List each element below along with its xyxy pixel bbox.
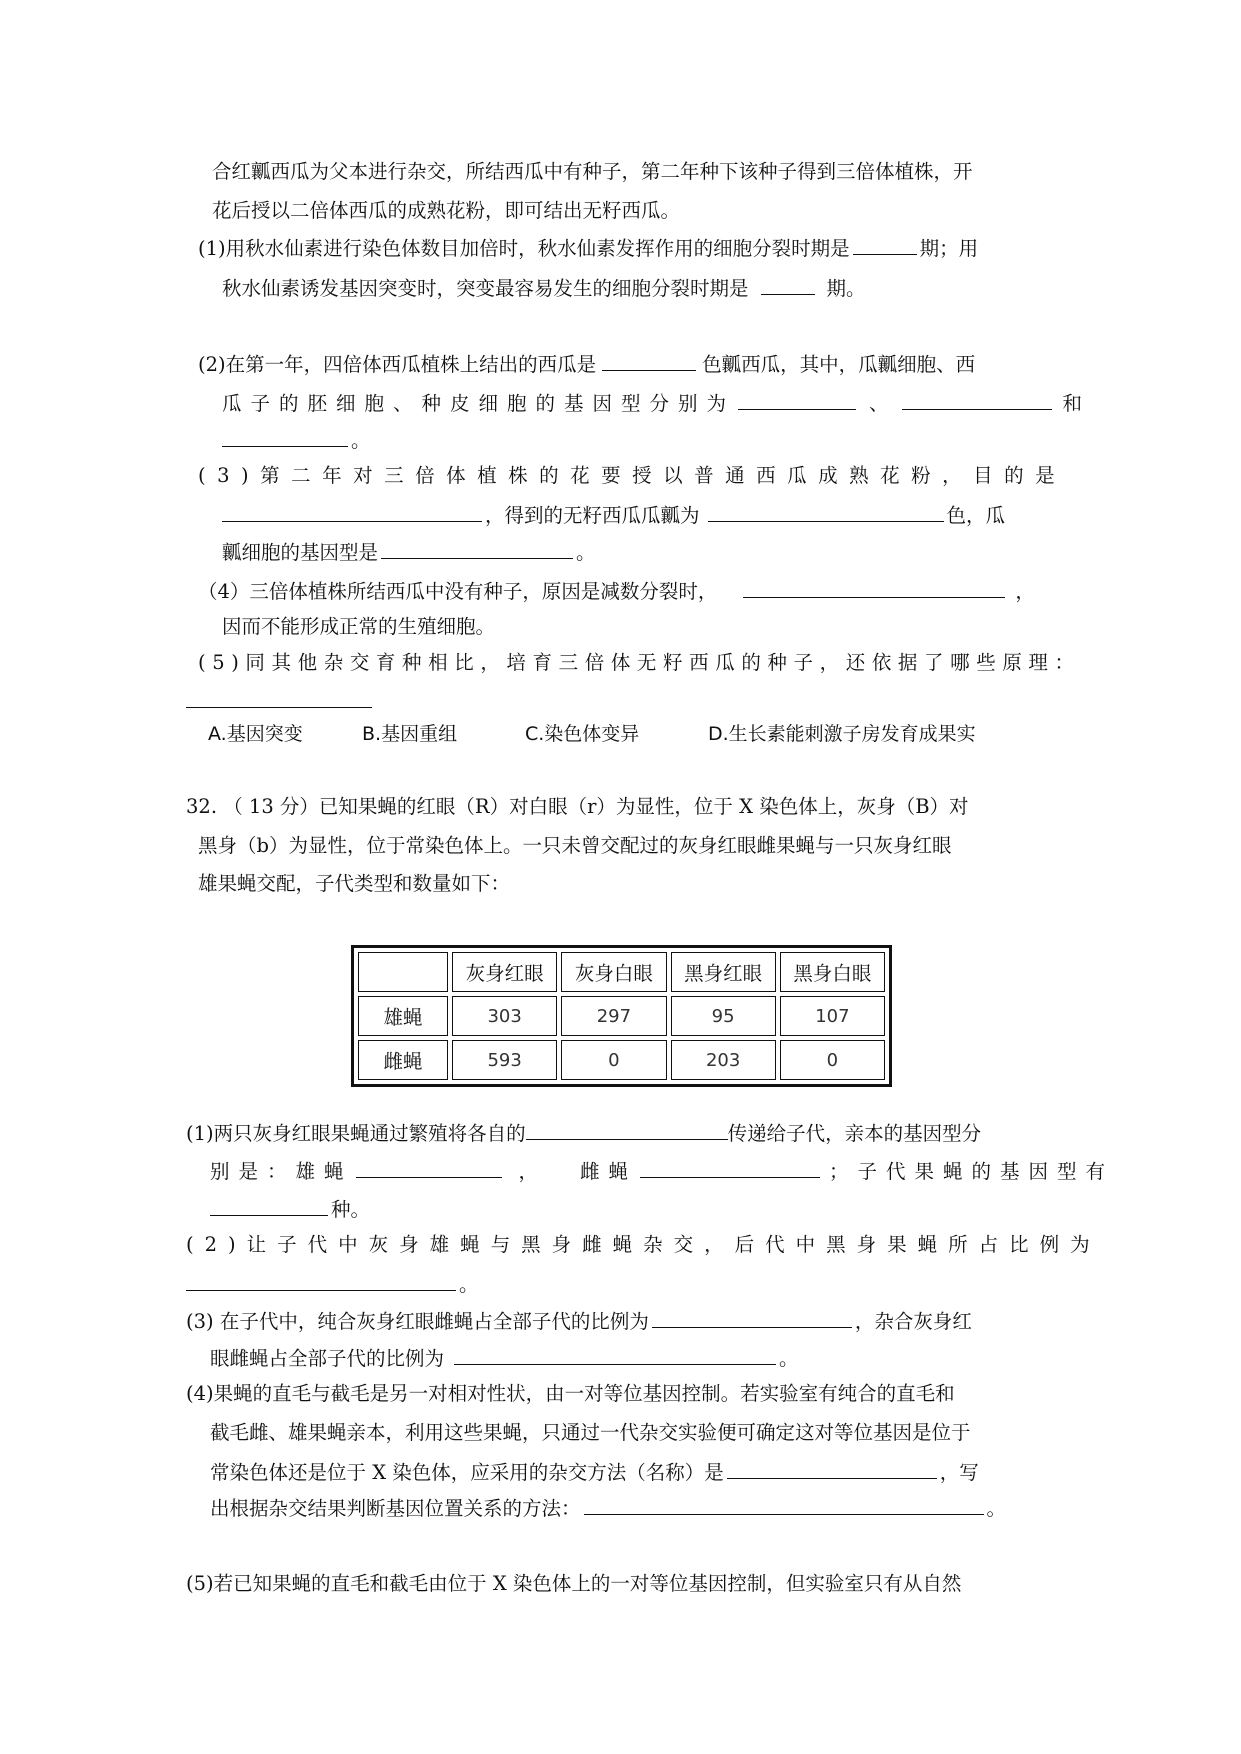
q32-p2-line1: (2)让子代中灰身雄蝇与黑身雌蝇杂交，后代中黑身果蝇所占比例为 [186, 1233, 1101, 1256]
q31-p3-text-d: 瓤细胞的基因型是 [222, 541, 379, 564]
q32-p4-text-e: 出根据杂交结果判断基因位置关系的方法： [210, 1497, 581, 1520]
q31-p2-text-c: 瓜子的胚细胞、种皮细胞的基因型分别为 [222, 392, 736, 415]
q32-p1-text-c: 别是：雄蝇 [210, 1160, 353, 1183]
q31-p3-line1: (3)第二年对三倍体植株的花要授以普通西瓜成熟花粉，目的是 [198, 464, 1067, 487]
table-header-row [358, 952, 885, 992]
option-a[interactable]: A.基因突变 [208, 723, 303, 745]
table-header-cell: 黑身白眼 [780, 952, 885, 992]
q32-stem-line2: 黑身（b）为显性，位于常染色体上。一只未曾交配过的灰身红眼雌果蝇与一只灰身红眼 [198, 834, 952, 857]
answer-blank[interactable] [602, 348, 696, 371]
table-header-cell [358, 952, 448, 992]
q31-p2-text-f: 。 [351, 429, 371, 452]
q32-p1-line3 [210, 1193, 370, 1225]
q32-p3-text-b: ，杂合灰身红 [854, 1310, 972, 1333]
q31-p2-line2 [222, 387, 1082, 419]
answer-blank[interactable] [454, 1342, 776, 1365]
q32-p5-line1: (5)若已知果蝇的直毛和截毛由位于 X 染色体上的一对等位基因控制，但实验室只有从自然 [186, 1572, 962, 1595]
answer-blank[interactable] [381, 536, 573, 559]
table-row [358, 1040, 885, 1080]
q32-p3-text-d: 。 [779, 1347, 799, 1370]
table-header-cell: 灰身红眼 [452, 952, 557, 992]
intro-line-1: 合红瓤西瓜为父本进行杂交，所结西瓜中有种子，第二年种下该种子得到三倍体植株，开 [212, 160, 973, 183]
table-cell: 203 [671, 1040, 776, 1080]
answer-blank[interactable] [708, 499, 944, 522]
q31-p2-text-d: 、 [869, 392, 889, 415]
q31-p4-text-a: （4）三倍体植株所结西瓜中没有种子，原因是减数分裂时， [198, 580, 718, 603]
answer-blank[interactable] [738, 387, 856, 410]
answer-blank[interactable] [902, 387, 1052, 410]
answer-blank[interactable] [186, 1268, 456, 1291]
table-row [358, 996, 885, 1036]
q31-p3-line3 [222, 536, 596, 568]
table-row-label: 雌蝇 [358, 1040, 448, 1080]
q31-p5-line1: (5)同其他杂交育种相比，培育三倍体无籽西瓜的种子，还依据了哪些原理： [198, 651, 1081, 674]
answer-blank[interactable] [356, 1155, 502, 1178]
table-cell: 297 [561, 996, 666, 1036]
option-b[interactable]: B.基因重组 [362, 723, 458, 745]
q31-p1-text-a: (1)用秋水仙素进行染色体数目加倍时，秋水仙素发挥作用的细胞分裂时期是 [198, 237, 850, 260]
q32-p1-line1 [186, 1117, 981, 1149]
table-row-label: 雄蝇 [358, 996, 448, 1036]
q31-p3-text-b: ，得到的无籽西瓜瓜瓤为 [485, 504, 700, 527]
table-cell: 593 [452, 1040, 557, 1080]
q32-p1-text-b: 传递给子代，亲本的基因型分 [727, 1122, 982, 1145]
q31-p1-text-d: 期。 [826, 277, 866, 300]
answer-blank[interactable] [526, 1117, 728, 1140]
answer-blank[interactable] [584, 1492, 984, 1515]
q31-p2-text-b: 色瓤西瓜，其中，瓜瓤细胞、西 [702, 353, 976, 376]
q32-p1-text-g: 种。 [331, 1198, 371, 1221]
table-cell: 95 [671, 996, 776, 1036]
q31-p1-line1 [198, 232, 978, 264]
q32-p1-text-a: (1)两只灰身红眼果蝇通过繁殖将各自的 [186, 1122, 526, 1145]
table-header-cell: 灰身白眼 [561, 952, 666, 992]
table-cell: 107 [780, 996, 885, 1036]
q31-p3-line2 [222, 499, 1005, 531]
q32-p4-line1: (4)果蝇的直毛与截毛是另一对相对性状，由一对等位基因控制。若实验室有纯合的直毛和 [186, 1382, 955, 1405]
q32-p3-line1 [186, 1305, 972, 1337]
q31-p2-line3 [222, 424, 371, 456]
q32-p3-text-a: (3) 在子代中，纯合灰身红眼雌蝇占全部子代的比例为 [186, 1310, 649, 1333]
q31-p2-line1 [198, 348, 975, 380]
answer-blank[interactable] [743, 575, 1005, 598]
option-d[interactable]: D.生长素能刺激子房发育成果实 [708, 723, 976, 745]
answer-blank[interactable] [222, 424, 348, 447]
table-cell: 0 [561, 1040, 666, 1080]
q32-p4-text-c: 常染色体还是位于 X 染色体，应采用的杂交方法（名称）是 [210, 1461, 724, 1484]
option-c[interactable]: C.染色体变异 [525, 723, 640, 745]
answer-blank[interactable] [222, 499, 482, 522]
q32-p4-text-d: ，写 [939, 1461, 979, 1484]
answer-blank[interactable] [186, 707, 372, 708]
q32-p3-text-c: 眼雌蝇占全部子代的比例为 [210, 1347, 445, 1370]
q32-p1-line2 [210, 1155, 1114, 1187]
q32-p2-text-b: 。 [459, 1273, 479, 1296]
q32-p3-line2 [210, 1342, 799, 1374]
answer-blank[interactable] [652, 1305, 852, 1328]
q31-p4-line1 [198, 575, 1035, 607]
q32-stem-line3: 雄果蝇交配，子代类型和数量如下： [198, 872, 511, 895]
q31-p5-options [208, 719, 976, 749]
q32-p4-line3 [210, 1456, 979, 1488]
answer-blank[interactable] [853, 232, 917, 255]
q31-p1-line2 [222, 272, 866, 304]
answer-blank[interactable] [640, 1155, 820, 1178]
q31-p3-text-c: 色，瓜 [946, 504, 1006, 527]
q31-p4-line2: 因而不能形成正常的生殖细胞。 [222, 615, 496, 638]
q31-p2-text-e: 和 [1062, 392, 1083, 415]
table-cell: 0 [780, 1040, 885, 1080]
offspring-table [351, 945, 892, 1087]
q32-p1-text-d: ， [518, 1160, 539, 1183]
q32-p2-line2 [186, 1268, 479, 1300]
answer-blank[interactable] [761, 272, 815, 295]
q31-p2-text-a: (2)在第一年，四倍体西瓜植株上结出的西瓜是 [198, 353, 597, 376]
q31-p1-text-b: 期；用 [919, 237, 979, 260]
q32-stem-line1: 32. （ 13 分）已知果蝇的红眼（R）对白眼（r）为显性，位于 X 染色体上，灰身（B）对 [186, 795, 969, 818]
q32-p4-text-f: 。 [986, 1497, 1007, 1520]
intro-line-2: 花后授以二倍体西瓜的成熟花粉，即可结出无籽西瓜。 [212, 199, 681, 222]
q32-p1-text-e: 雌蝇 [580, 1160, 638, 1183]
q32-p4-line4 [210, 1492, 1006, 1524]
q31-p1-text-c: 秋水仙素诱发基因突变时，突变最容易发生的细胞分裂时期是 [222, 277, 749, 300]
q31-p3-text-e: 。 [576, 541, 596, 564]
table-header-cell: 黑身红眼 [671, 952, 776, 992]
answer-blank[interactable] [727, 1456, 937, 1479]
table-cell: 303 [452, 996, 557, 1036]
answer-blank[interactable] [210, 1193, 328, 1216]
q32-p4-line2: 截毛雌、雄果蝇亲本，利用这些果蝇，只通过一代杂交实验便可确定这对等位基因是位于 [210, 1421, 971, 1444]
q32-p1-text-f: ；子代果蝇的基因型有 [829, 1160, 1115, 1183]
q31-p4-text-b: ， [1015, 580, 1035, 603]
